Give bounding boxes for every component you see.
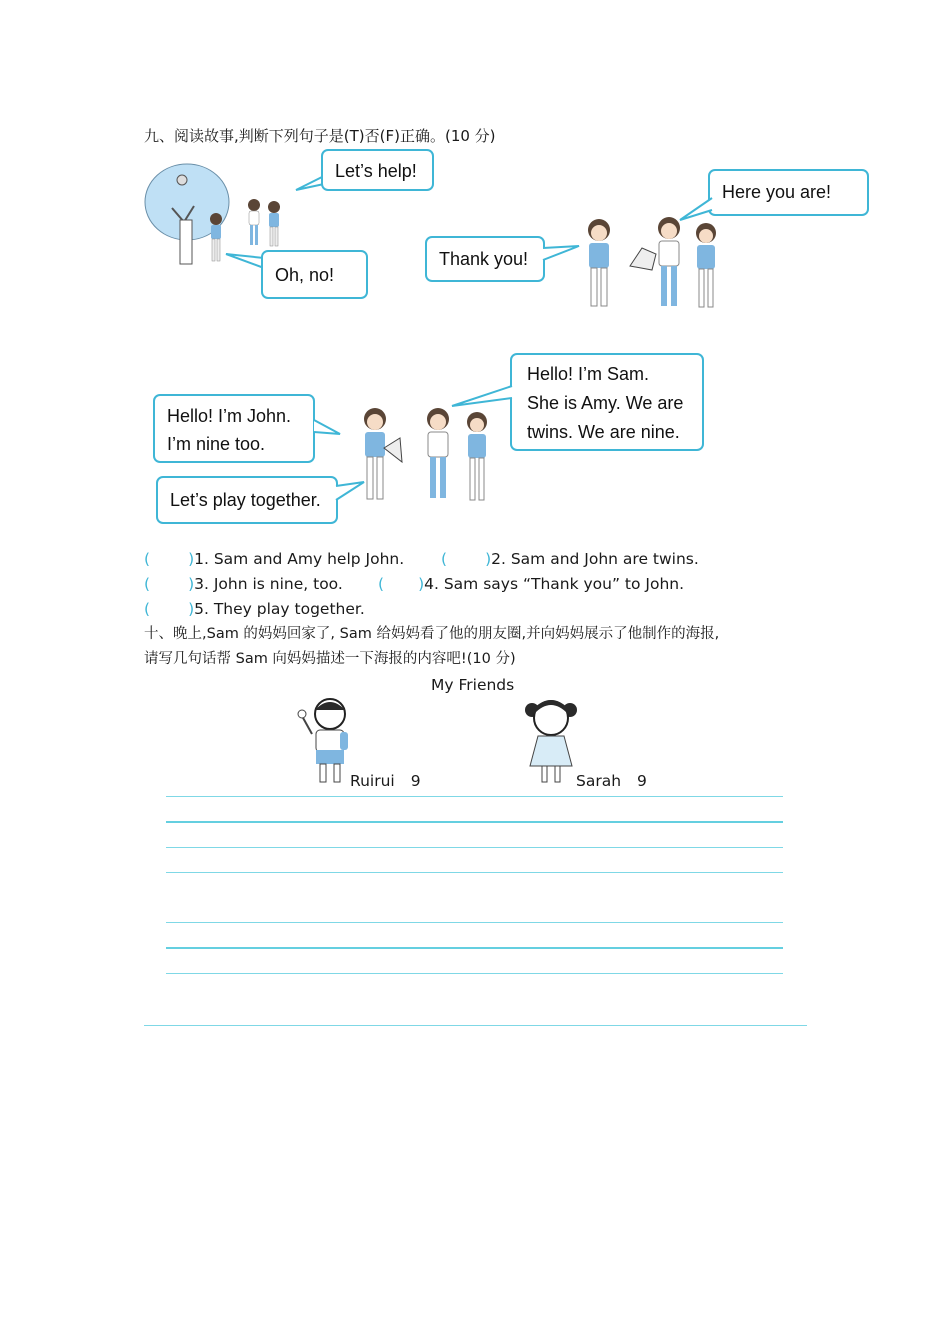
friend-sarah xyxy=(576,770,647,792)
speech-text: Let’s play together. xyxy=(170,490,321,510)
speech-bubble-oh-no xyxy=(261,250,368,299)
poster-title: My Friends xyxy=(431,676,515,694)
amy-figure xyxy=(692,220,720,310)
friend-ruirui xyxy=(350,770,421,792)
writing-line[interactable] xyxy=(166,821,783,823)
answer-blank-open[interactable]: ( xyxy=(144,575,151,593)
amy-figure-waving xyxy=(462,408,492,504)
question-4 xyxy=(378,573,684,595)
boy-in-tree-kid xyxy=(208,212,224,264)
writing-line[interactable] xyxy=(166,922,783,923)
john-figure-with-kite xyxy=(360,404,404,504)
bubble-tail-here-you-are xyxy=(680,196,714,222)
john-figure xyxy=(584,216,614,310)
question-text: 3. John is nine, too. xyxy=(194,575,343,593)
speech-text-line-1: Hello! I’m Sam. xyxy=(527,364,650,384)
writing-line[interactable] xyxy=(166,973,783,974)
speech-text-line-1: Hello! I’m John. xyxy=(167,406,292,426)
question-text: 4. Sam says “Thank you” to John. xyxy=(424,575,685,593)
bubble-tail-sam-intro xyxy=(452,384,514,408)
answer-blank-close: ) xyxy=(188,550,195,568)
twin-boy-small xyxy=(246,198,262,248)
answer-blank-close: ) xyxy=(418,575,425,593)
question-text: 2. Sam and John are twins. xyxy=(491,550,699,568)
answer-blank-close: ) xyxy=(188,600,195,618)
twin-girl-small xyxy=(266,200,282,248)
friend-age: 9 xyxy=(637,772,647,790)
speech-text: Oh, no! xyxy=(275,265,335,285)
bubble-tail-oh-no xyxy=(226,254,266,272)
speech-bubble-sam-intro xyxy=(510,353,704,451)
speech-bubble-here-you-are xyxy=(708,169,869,216)
speech-bubble-john-intro xyxy=(153,394,315,463)
speech-text-line-2: I’m nine too. xyxy=(167,434,266,454)
friend-age: 9 xyxy=(410,772,421,790)
speech-text: Thank you! xyxy=(439,249,529,269)
writing-line[interactable] xyxy=(166,872,783,873)
writing-line[interactable] xyxy=(166,847,783,848)
answer-blank-close: ) xyxy=(188,575,195,593)
speech-bubble-thank-you xyxy=(425,236,545,282)
bubble-tail-john-intro xyxy=(312,418,342,438)
question-text: 1. Sam and Amy help John. xyxy=(194,550,405,568)
writing-line[interactable] xyxy=(166,947,783,949)
question-2 xyxy=(441,548,699,570)
section-10-title-line-2: 请写几句话帮 Sam 向妈妈描述一下海报的内容吧!(10 分) xyxy=(144,651,516,667)
answer-blank-open[interactable]: ( xyxy=(441,550,448,568)
sam-figure-waving xyxy=(422,404,454,502)
speech-text-line-2: She is Amy. We are xyxy=(527,393,684,413)
answer-blank-close: ) xyxy=(485,550,492,568)
speech-text: Let’s help! xyxy=(335,161,417,181)
question-3 xyxy=(144,573,343,595)
section-10-title-line-1: 十、晚上,Sam 的妈妈回家了, Sam 给妈妈看了他的朋友圈,并向妈妈展示了他制作的海报, xyxy=(144,626,720,642)
bubble-tail-thank-you xyxy=(541,244,581,264)
speech-text: Here you are! xyxy=(722,182,832,202)
answer-blank-open[interactable]: ( xyxy=(378,575,385,593)
writing-line[interactable] xyxy=(166,796,783,797)
friend-name: Ruirui xyxy=(350,772,395,790)
answer-blank-open[interactable]: ( xyxy=(144,550,151,568)
question-5 xyxy=(144,598,365,620)
section-9-title: 九、阅读故事,判断下列句子是(T)否(F)正确。(10 分) xyxy=(144,127,496,145)
question-text: 5. They play together. xyxy=(194,600,365,618)
speech-text-line-3: twins. We are nine. xyxy=(527,422,680,442)
sam-figure xyxy=(654,214,684,310)
sarah-figure xyxy=(524,694,578,790)
ruirui-figure xyxy=(298,694,352,790)
friend-name: Sarah xyxy=(576,772,622,790)
speech-bubble-lets-help xyxy=(321,149,434,191)
answer-blank-open[interactable]: ( xyxy=(144,600,151,618)
writing-line-bottom[interactable] xyxy=(144,1025,807,1026)
speech-bubble-play xyxy=(156,476,338,524)
question-1 xyxy=(144,548,404,570)
